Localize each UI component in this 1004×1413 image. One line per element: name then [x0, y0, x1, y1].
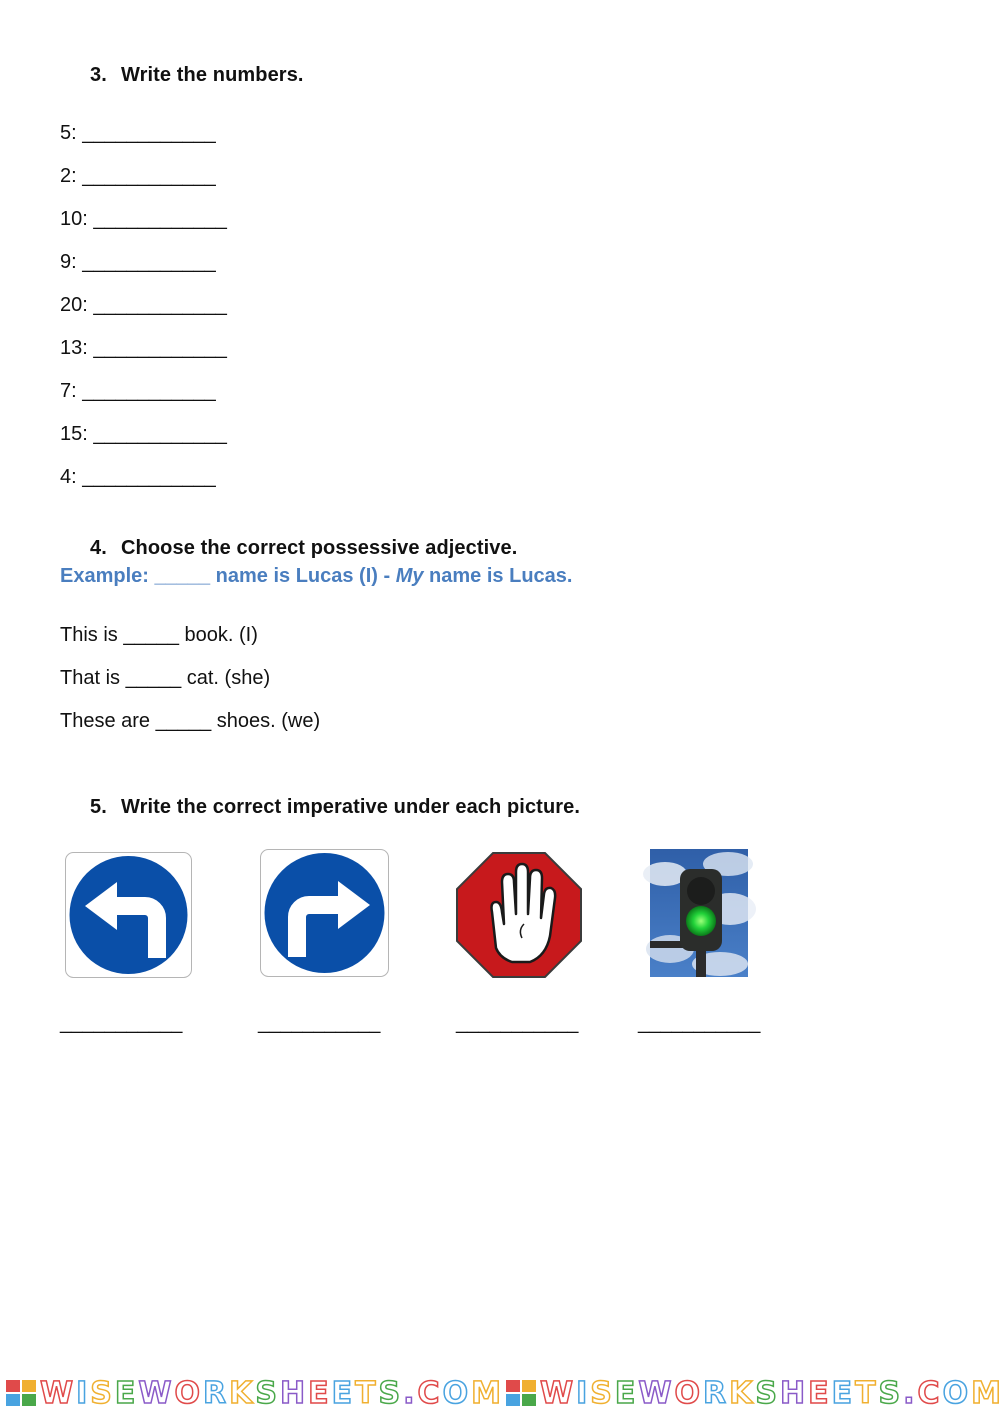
- green-traffic-light-icon: [650, 849, 748, 982]
- logo-blocks-icon: [6, 1380, 36, 1406]
- section-3-title: Write the numbers.: [121, 64, 304, 86]
- possessive-exercise-line[interactable]: This is _____ book. (I): [60, 624, 258, 646]
- possessive-exercise-line[interactable]: That is _____ cat. (she): [60, 667, 271, 689]
- number-exercise-line[interactable]: 15: ____________: [60, 423, 227, 445]
- example-prefix: Example: _____ name is Lucas (I) -: [60, 565, 396, 587]
- section-4-title: Choose the correct possessive adjective.: [121, 537, 518, 559]
- number-exercise-line[interactable]: 13: ____________: [60, 337, 227, 359]
- number-exercise-line[interactable]: 7: ____________: [60, 380, 216, 402]
- section-4-heading: [90, 537, 517, 560]
- number-exercise-line[interactable]: 2: ____________: [60, 165, 216, 187]
- answer-blank-4[interactable]: ___________: [638, 1012, 761, 1034]
- turn-left-sign-icon: [65, 852, 192, 983]
- example-suffix: name is Lucas.: [423, 565, 573, 587]
- section-3-number: 3.: [90, 64, 107, 86]
- turn-right-sign-icon: [260, 849, 389, 982]
- logo-blocks-icon: [506, 1380, 536, 1406]
- number-exercise-line[interactable]: 20: ____________: [60, 294, 227, 316]
- answer-blank-2[interactable]: ___________: [258, 1012, 381, 1034]
- watermark-text: WISEWORKSHEETS.COM: [40, 1376, 504, 1411]
- section-5-heading: [90, 796, 580, 819]
- stop-hand-sign-icon: [456, 852, 582, 983]
- watermark-footer: [0, 1372, 1004, 1413]
- example-line: [60, 565, 572, 588]
- section-3-heading: [90, 64, 304, 87]
- section-4-number: 4.: [90, 537, 107, 559]
- possessive-exercise-line[interactable]: These are _____ shoes. (we): [60, 710, 321, 732]
- section-5-title: Write the correct imperative under each picture.: [121, 796, 581, 818]
- number-exercise-line[interactable]: 4: ____________: [60, 466, 216, 488]
- example-italic: My: [395, 565, 424, 587]
- watermark-text: WISEWORKSHEETS.COM: [540, 1376, 1004, 1411]
- number-exercise-line[interactable]: 10: ____________: [60, 208, 227, 230]
- section-5-number: 5.: [90, 796, 107, 818]
- answer-blank-3[interactable]: ___________: [456, 1012, 579, 1034]
- number-exercise-line[interactable]: 5: ____________: [60, 122, 216, 144]
- answer-blank-1[interactable]: ___________: [60, 1012, 183, 1034]
- number-exercise-line[interactable]: 9: ____________: [60, 251, 216, 273]
